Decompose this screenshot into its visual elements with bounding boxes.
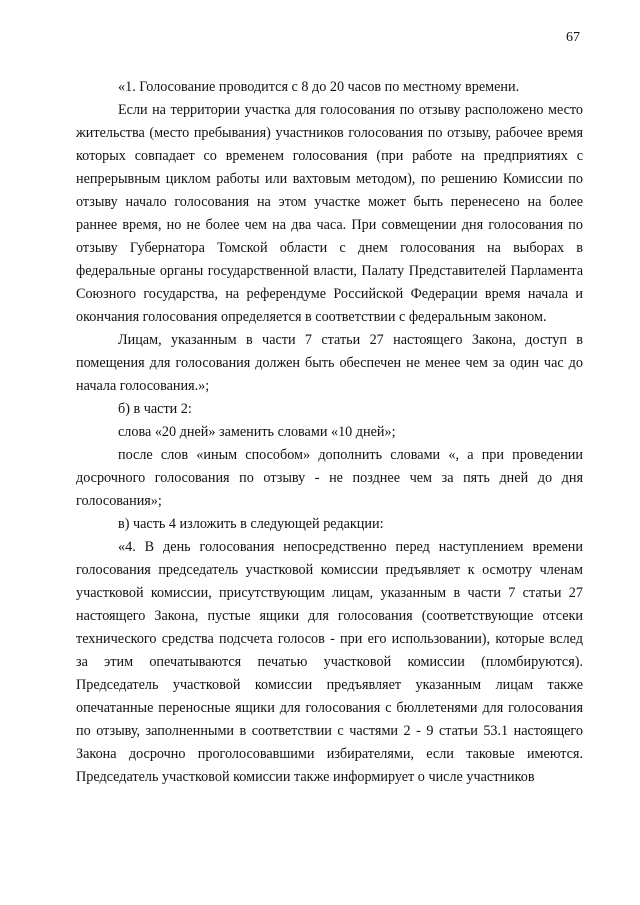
paragraph: б) в части 2: xyxy=(118,401,192,417)
paragraph: «1. Голосование проводится с 8 до 20 часов по местному времени. xyxy=(118,79,520,95)
paragraph: «4. В день голосования непосредственно перед наступлением времени голосования председатель участковой комиссии предъявляет к осмотру членам участковой комиссии, присутствующим лицам, указанным в части 7 статьи 27 настоящего Закона, пустые ящики для голосования (соответствующие отсеки технического средства подсчета голосов - при его использовании), которые вслед за этим опечатываются печатью участковой комиссии (пломбируются). Председатель участковой комиссии предъявляет указанным лицам также опечатанные переносные ящики для голосования с бюллетенями для голосования по отзыву, заполненными в соответствии с частями 2 - 9 статьи 53.1 настоящего Закона досрочно проголосовавшими избирателями, если таковые имеются. Председатель участковой комиссии также информирует о числе участников xyxy=(76,539,583,785)
paragraph: после слов «иным способом» дополнить словами «, а при проведении досрочного голосования по отзыву - не позднее чем за пять дней до дня голосования»; xyxy=(76,447,583,509)
paragraph: слова «20 дней» заменить словами «10 дней»; xyxy=(118,424,396,440)
paragraph: в) часть 4 изложить в следующей редакции: xyxy=(118,516,384,532)
paragraph: Если на территории участка для голосования по отзыву расположено место жительства (место пребывания) участников голосования по отзыву, рабочее время которых совпадает со временем голосования (при работе на предприятиях с непрерывным циклом работы или вахтовым методом), по решению Комиссии по отзыву начало голосования на этом участке может быть перенесено на более раннее время, но не более чем на два часа. При совмещении дня голосования по отзыву Губернатора Томской области с днем голосования на выборах в федеральные органы государственной власти, Палату Представителей Парламента Союзного государства, на референдуме Российской Федерации время начала и окончания голосования определяется в соответствии с федеральным законом. xyxy=(76,102,583,325)
page-number: 67 xyxy=(566,30,580,45)
paragraph: Лицам, указанным в части 7 статьи 27 настоящего Закона, доступ в помещения для голосования должен быть обеспечен не менее чем за один час до начала голосования.»; xyxy=(76,332,583,394)
document-body xyxy=(76,76,583,789)
